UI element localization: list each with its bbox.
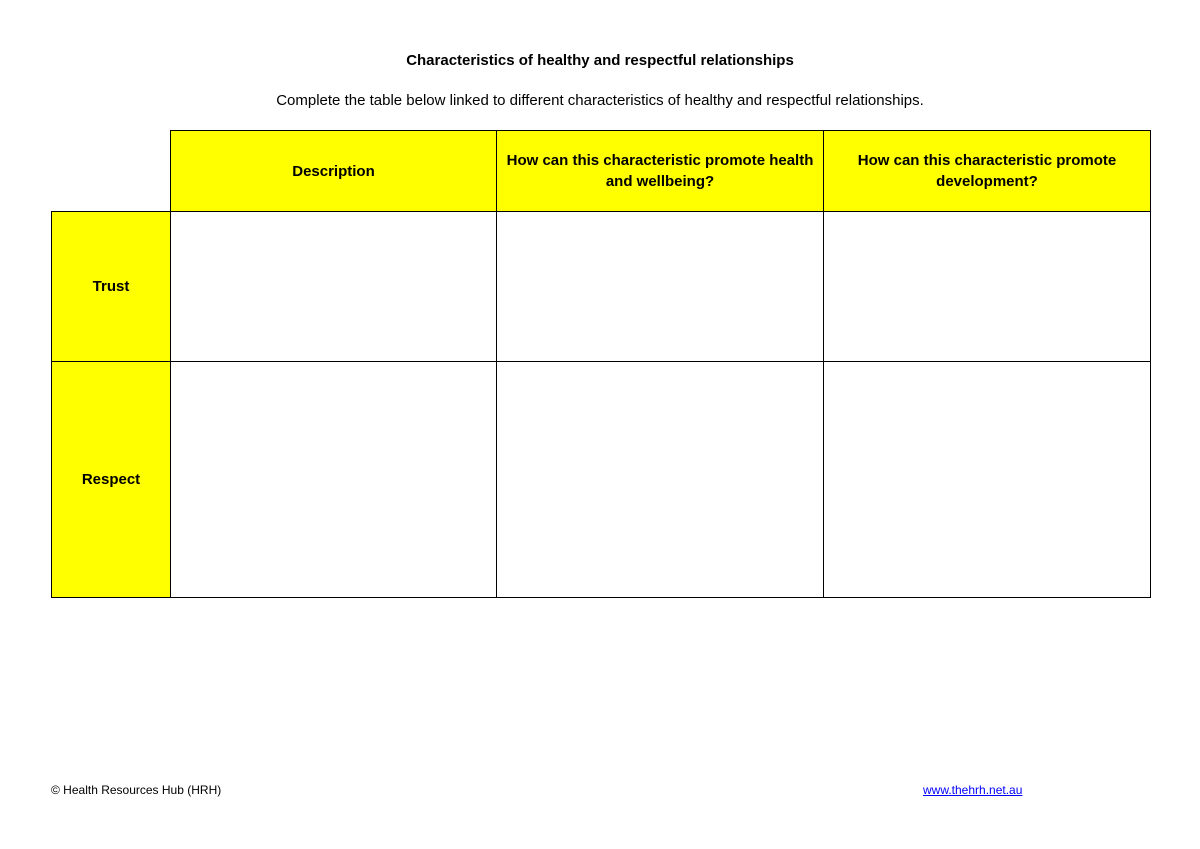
column-header-description: Description: [171, 131, 497, 212]
column-header-health-wellbeing: How can this characteristic promote health and wellbeing?: [497, 131, 824, 212]
characteristics-table: [51, 130, 1151, 598]
page-title: Characteristics of healthy and respectful relationships: [406, 52, 794, 69]
column-header-development: How can this characteristic promote development?: [824, 131, 1151, 212]
row-header-trust: Trust: [52, 212, 171, 362]
trust-description-cell[interactable]: [171, 212, 497, 362]
table-header-row: [52, 131, 1151, 212]
footer-copyright: © Health Resources Hub (HRH): [51, 783, 222, 797]
respect-development-cell[interactable]: [824, 362, 1151, 598]
trust-health-wellbeing-cell[interactable]: [497, 212, 824, 362]
table-corner-cell: [52, 131, 171, 212]
website-link[interactable]: www.thehrh.net.au: [923, 783, 1023, 797]
instructions-text: Complete the table below linked to different characteristics of healthy and respectful relationships.: [276, 92, 924, 109]
row-header-respect: Respect: [52, 362, 171, 598]
table-row: [52, 212, 1151, 362]
respect-description-cell[interactable]: [171, 362, 497, 598]
table-row: [52, 362, 1151, 598]
trust-development-cell[interactable]: [824, 212, 1151, 362]
respect-health-wellbeing-cell[interactable]: [497, 362, 824, 598]
